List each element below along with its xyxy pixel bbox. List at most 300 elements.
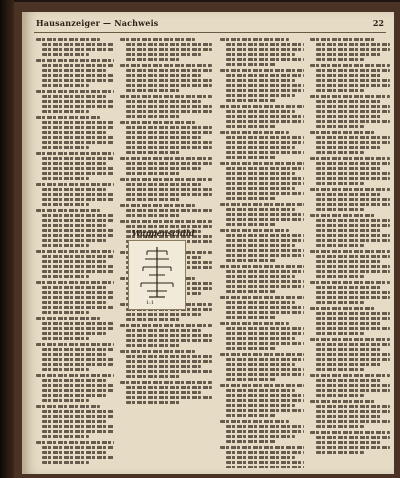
text-line — [120, 324, 212, 327]
text-entry — [310, 38, 390, 61]
text-line — [42, 410, 114, 413]
text-line — [36, 441, 114, 444]
text-line — [316, 167, 382, 170]
text-entry — [220, 384, 304, 417]
text-line — [42, 188, 106, 191]
text-line — [126, 136, 201, 139]
text-line — [126, 401, 181, 404]
text-line — [42, 363, 114, 366]
text-entry — [36, 250, 114, 278]
text-line — [316, 74, 382, 77]
text-line — [120, 38, 195, 41]
text-entry — [36, 405, 114, 438]
figure-frame — [128, 240, 186, 310]
text-line — [42, 461, 89, 464]
text-line — [42, 121, 114, 124]
text-line — [42, 203, 89, 206]
text-line — [316, 125, 364, 128]
text-line — [36, 374, 114, 377]
text-line — [126, 115, 181, 118]
text-line — [316, 48, 390, 51]
text-line — [226, 172, 295, 175]
text-line — [226, 409, 304, 412]
text-line — [42, 286, 106, 289]
text-line — [310, 157, 390, 160]
text-entry — [220, 420, 304, 443]
text-line — [126, 209, 212, 212]
header-title: Hausanzeiger — Nachweis — [36, 18, 159, 28]
text-line — [36, 59, 114, 62]
text-line — [126, 360, 212, 363]
text-line — [42, 234, 114, 237]
text-line — [42, 332, 106, 335]
text-line — [42, 311, 89, 314]
text-line — [42, 368, 89, 371]
text-line — [226, 311, 304, 314]
text-line — [226, 414, 276, 417]
text-line — [316, 425, 364, 428]
text-line — [126, 214, 181, 217]
text-line — [310, 400, 376, 403]
text-line — [316, 451, 364, 454]
text-line — [126, 126, 212, 129]
text-line — [126, 193, 212, 196]
text-line — [226, 146, 295, 149]
header-rule — [34, 32, 386, 33]
text-line — [316, 291, 390, 294]
text-line — [310, 431, 390, 434]
text-line — [42, 389, 114, 392]
text-line — [310, 38, 376, 41]
text-line — [316, 43, 390, 46]
text-entry — [220, 105, 304, 128]
text-line — [220, 203, 304, 206]
text-line — [42, 167, 114, 170]
text-line — [316, 120, 390, 123]
text-line — [310, 250, 390, 253]
text-line — [316, 224, 390, 227]
text-line — [226, 358, 304, 361]
text-line — [316, 296, 390, 299]
text-line — [316, 198, 390, 201]
text-line — [226, 234, 304, 237]
text-line — [226, 404, 295, 407]
text-line — [316, 193, 382, 196]
text-line — [316, 100, 382, 103]
text-line — [126, 344, 181, 347]
text-line — [316, 84, 390, 87]
text-line — [120, 204, 195, 207]
text-line — [220, 296, 304, 299]
text-line — [126, 391, 201, 394]
text-entry — [220, 265, 304, 293]
text-line — [226, 94, 295, 97]
text-line — [316, 69, 390, 72]
text-line — [226, 290, 276, 293]
text-line — [226, 430, 304, 433]
text-entry — [120, 157, 212, 175]
text-line — [126, 313, 201, 316]
text-line — [316, 353, 390, 356]
text-line — [42, 265, 114, 268]
text-line — [126, 146, 212, 149]
text-line — [226, 192, 304, 195]
text-line — [42, 322, 114, 325]
text-line — [226, 451, 304, 454]
text-line — [126, 79, 212, 82]
text-line — [42, 136, 114, 139]
text-line — [226, 120, 304, 123]
text-line — [226, 151, 304, 154]
text-line — [126, 198, 181, 201]
text-line — [316, 239, 390, 242]
text-line — [36, 183, 114, 186]
text-line — [226, 368, 304, 371]
text-line — [316, 162, 390, 165]
text-entry — [120, 324, 212, 347]
text-line — [36, 343, 114, 346]
text-line — [226, 48, 304, 51]
text-line — [316, 368, 364, 371]
text-line — [126, 48, 212, 51]
text-line — [316, 229, 382, 232]
text-line — [316, 275, 364, 278]
text-line — [316, 415, 382, 418]
text-line — [316, 203, 390, 206]
text-entry — [120, 204, 212, 217]
text-line — [42, 446, 114, 449]
text-line — [42, 146, 89, 149]
text-line — [316, 53, 382, 56]
text-line — [42, 126, 114, 129]
text-line — [220, 446, 304, 449]
text-line — [220, 69, 304, 72]
text-line — [226, 177, 304, 180]
text-line — [42, 384, 114, 387]
text-line — [42, 95, 106, 98]
text-line — [316, 436, 390, 439]
text-line — [42, 64, 114, 67]
text-line — [226, 244, 295, 247]
text-line — [226, 306, 304, 309]
text-line — [226, 218, 304, 221]
text-line — [316, 234, 390, 237]
text-entry — [36, 374, 114, 402]
text-line — [42, 451, 106, 454]
text-line — [120, 381, 212, 384]
text-line — [316, 343, 390, 346]
text-line — [220, 353, 304, 356]
text-line — [226, 156, 276, 159]
text-line — [42, 214, 114, 217]
text-line — [226, 182, 304, 185]
text-entry — [220, 203, 304, 226]
text-line — [42, 53, 89, 56]
document-page — [22, 12, 394, 474]
text-line — [42, 348, 114, 351]
text-line — [226, 461, 304, 464]
text-line — [42, 270, 114, 273]
text-line — [226, 197, 276, 200]
text-line — [226, 332, 304, 335]
text-entry — [36, 281, 114, 314]
text-line — [316, 420, 390, 423]
text-line — [226, 63, 276, 66]
text-line — [126, 172, 181, 175]
text-line — [226, 275, 295, 278]
text-line — [310, 307, 376, 310]
text-line — [126, 318, 181, 321]
text-entry — [120, 381, 212, 404]
text-line — [42, 48, 114, 51]
text-line — [316, 348, 382, 351]
text-line — [310, 95, 390, 98]
text-line — [126, 183, 201, 186]
text-line — [126, 151, 181, 154]
text-line — [226, 89, 304, 92]
text-line — [316, 219, 390, 222]
text-line — [316, 172, 390, 175]
text-line — [316, 260, 382, 263]
text-line — [220, 384, 304, 387]
text-line — [42, 105, 114, 108]
text-line — [226, 110, 295, 113]
text-line — [42, 420, 106, 423]
text-line — [42, 353, 106, 356]
text-line — [42, 74, 114, 77]
text-line — [226, 74, 304, 77]
text-line — [36, 281, 114, 284]
text-line — [42, 219, 114, 222]
text-line — [226, 208, 295, 211]
text-line — [126, 167, 201, 170]
text-line — [42, 394, 106, 397]
text-line — [310, 64, 390, 67]
text-line — [42, 301, 106, 304]
text-line — [226, 79, 295, 82]
text-line — [126, 53, 201, 56]
text-line — [226, 43, 304, 46]
text-line — [126, 188, 212, 191]
text-line — [310, 338, 390, 341]
text-line — [42, 456, 114, 459]
book-spine — [0, 0, 14, 478]
text-line — [42, 379, 106, 382]
text-line — [42, 291, 114, 294]
text-line — [226, 53, 295, 56]
text-line — [126, 329, 201, 332]
text-line — [42, 296, 114, 299]
text-line — [226, 167, 304, 170]
text-line — [316, 322, 382, 325]
text-line — [226, 363, 295, 366]
text-entry — [310, 307, 390, 335]
text-line — [316, 141, 390, 144]
text-line — [42, 198, 114, 201]
text-entry — [36, 183, 114, 206]
text-entry — [220, 446, 304, 468]
text-line — [126, 370, 212, 373]
text-line — [316, 327, 390, 330]
text-entry — [36, 116, 114, 149]
text-line — [316, 182, 364, 185]
text-line — [42, 141, 114, 144]
text-line — [310, 374, 390, 377]
text-entry — [310, 431, 390, 454]
text-entry — [120, 64, 212, 92]
text-line — [42, 255, 114, 258]
text-line — [36, 405, 100, 408]
text-line — [226, 394, 304, 397]
text-line — [316, 146, 382, 149]
page-header — [32, 16, 388, 30]
text-line — [316, 244, 364, 247]
text-line — [226, 399, 304, 402]
text-line — [126, 386, 212, 389]
text-line — [120, 220, 212, 223]
text-entry — [310, 214, 390, 247]
text-line — [316, 151, 364, 154]
text-line — [120, 95, 212, 98]
text-line — [42, 415, 114, 418]
text-line — [36, 90, 114, 93]
text-entry — [36, 152, 114, 180]
text-line — [42, 110, 89, 113]
figure-title: Wappenschild — [132, 228, 195, 238]
text-line — [316, 446, 390, 449]
text-line — [226, 213, 304, 216]
text-line — [310, 188, 390, 191]
text-entry — [310, 131, 390, 154]
text-line — [226, 342, 304, 345]
text-entry — [310, 157, 390, 185]
text-line — [316, 115, 382, 118]
text-line — [126, 58, 181, 61]
text-line — [126, 375, 181, 378]
text-line — [126, 162, 212, 165]
text-line — [126, 141, 212, 144]
text-line — [126, 339, 212, 342]
text-entry — [120, 95, 212, 118]
text-entry — [310, 338, 390, 371]
text-line — [316, 312, 390, 315]
text-line — [42, 43, 114, 46]
page-number: 22 — [372, 18, 384, 28]
text-line — [226, 270, 304, 273]
text-line — [220, 131, 289, 134]
text-line — [42, 79, 114, 82]
text-entry — [220, 38, 304, 66]
text-line — [316, 177, 390, 180]
text-line — [126, 69, 212, 72]
text-entry — [310, 64, 390, 92]
text-line — [42, 224, 106, 227]
text-line — [316, 208, 364, 211]
text-line — [316, 410, 390, 413]
text-line — [316, 389, 390, 392]
text-line — [220, 265, 304, 268]
text-line — [126, 396, 212, 399]
text-line — [316, 110, 390, 113]
text-line — [126, 365, 201, 368]
text-line — [226, 280, 304, 283]
text-line — [36, 38, 100, 41]
text-entry — [310, 400, 390, 428]
text-line — [226, 425, 304, 428]
text-line — [126, 43, 212, 46]
figure-caption: 1:1 — [146, 300, 155, 306]
text-line — [42, 435, 89, 438]
text-entry — [120, 38, 212, 61]
text-line — [226, 378, 276, 381]
text-line — [42, 244, 89, 247]
text-line — [316, 136, 390, 139]
text-line — [220, 322, 289, 325]
text-line — [36, 317, 100, 320]
text-line — [226, 125, 276, 128]
text-line — [226, 99, 276, 102]
text-line — [226, 456, 295, 459]
text-line — [42, 430, 114, 433]
text-line — [42, 172, 114, 175]
text-line — [126, 100, 201, 103]
text-line — [226, 327, 304, 330]
text-line — [42, 399, 89, 402]
text-entry — [120, 178, 212, 201]
text-line — [316, 363, 382, 366]
text-line — [120, 157, 212, 160]
text-entry — [220, 69, 304, 102]
text-line — [120, 178, 212, 181]
text-line — [226, 223, 276, 226]
text-line — [36, 209, 100, 212]
text-line — [316, 405, 390, 408]
text-line — [220, 229, 289, 232]
text-line — [42, 358, 114, 361]
text-line — [316, 270, 390, 273]
text-line — [42, 425, 114, 428]
text-line — [226, 373, 304, 376]
text-line — [316, 79, 390, 82]
text-line — [42, 260, 106, 263]
text-line — [226, 389, 295, 392]
text-line — [42, 327, 114, 330]
text-line — [226, 115, 304, 118]
text-line — [126, 89, 181, 92]
text-line — [316, 379, 382, 382]
text-line — [316, 384, 390, 387]
text-line — [220, 38, 289, 41]
text-line — [226, 84, 304, 87]
text-line — [42, 162, 106, 165]
text-entry — [220, 229, 304, 262]
text-line — [36, 250, 114, 253]
text-entry — [220, 162, 304, 200]
text-line — [42, 84, 89, 87]
text-entry — [36, 209, 114, 247]
text-line — [226, 254, 304, 257]
text-line — [126, 105, 212, 108]
text-line — [42, 131, 106, 134]
text-line — [316, 332, 364, 335]
text-line — [226, 141, 304, 144]
text-line — [310, 281, 390, 284]
text-entry — [36, 317, 114, 340]
text-line — [226, 466, 304, 468]
text-line — [226, 337, 295, 340]
text-entry — [220, 131, 304, 159]
text-line — [226, 316, 276, 319]
